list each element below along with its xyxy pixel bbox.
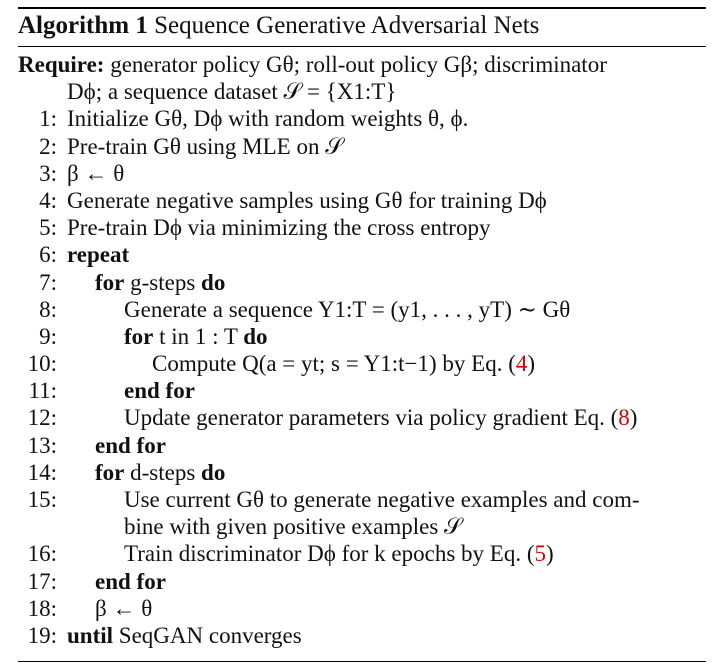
step-text (67, 105, 468, 132)
require-text-1: generator policy Gθ; roll-out policy Gβ; discriminator (110, 52, 607, 77)
step-keyword: repeat (67, 242, 130, 268)
step-line (18, 241, 706, 268)
step-number: 6: (39, 242, 57, 268)
step-number: 18: (27, 595, 57, 621)
step-content-continued: bine with given positive examples 𝒮 (124, 514, 462, 540)
step-line (18, 459, 706, 486)
step-content: Generate a sequence Y1:T = (y1, . . . , yT) ∼ Gθ (124, 296, 571, 322)
step-text (95, 595, 152, 622)
step-number: 7: (39, 269, 57, 295)
require-line (18, 51, 706, 78)
step-content: t in 1 : T (159, 323, 238, 349)
step-text (67, 241, 129, 268)
algorithm-steps (18, 105, 706, 649)
step-number: 10: (27, 351, 57, 377)
step-text (95, 568, 166, 595)
step-text (95, 459, 225, 486)
step-line (18, 622, 706, 649)
require-text-2: Dϕ; a sequence dataset 𝒮 = {X1:T} (67, 79, 397, 105)
step-content: g-steps (130, 269, 196, 295)
step-line (18, 105, 706, 132)
step-number: 9: (39, 323, 57, 349)
step-text (95, 269, 225, 296)
step-text (124, 296, 570, 323)
step-line (18, 269, 706, 296)
step-content: SeqGAN converges (118, 622, 302, 648)
step-number: 15: (27, 487, 57, 512)
step-number: 19: (27, 622, 57, 648)
step-number: 14: (27, 459, 57, 485)
algorithm-title (18, 8, 539, 44)
step-content: Pre-train Gθ using MLE on 𝒮 (67, 133, 344, 159)
step-number: 16: (27, 541, 57, 567)
step-content: Compute Q(a = yt; s = Y1:t−1) by Eq. ( (152, 351, 516, 377)
step-keyword-end: do (201, 459, 226, 485)
bottom-rule (18, 661, 706, 662)
require-line-2 (18, 78, 706, 105)
step-content: d-steps (130, 459, 196, 485)
step-content: Use current Gθ to generate negative examples and com- (124, 487, 640, 512)
equation-reference-link[interactable]: 5 (534, 541, 546, 567)
step-keyword: for (95, 459, 125, 485)
step-keyword: for (124, 323, 154, 349)
step-line (18, 404, 706, 431)
step-number: 3: (39, 160, 57, 186)
step-line (18, 187, 706, 214)
step-content: β ← θ (95, 595, 153, 621)
equation-reference-link[interactable]: 4 (515, 351, 528, 377)
step-text (67, 133, 343, 160)
step-text: Update generator parameters via policy gradient Eq. (8) (124, 405, 638, 431)
step-line (18, 133, 706, 160)
step-line-continued (18, 513, 706, 540)
step-keyword-end: do (201, 269, 226, 295)
step-number: 11: (28, 378, 57, 404)
step-number: 5: (39, 215, 57, 241)
step-text (67, 622, 302, 649)
algorithm-label: Algorithm 1 (18, 12, 148, 39)
step-content: β ← θ (67, 160, 125, 186)
step-text (67, 214, 490, 241)
step-line (18, 377, 706, 404)
step-line (18, 296, 706, 323)
step-content: Update generator parameters via policy gradient Eq. ( (124, 405, 619, 431)
step-number: 13: (27, 432, 57, 458)
step-number: 2: (39, 133, 57, 159)
step-text (95, 432, 166, 459)
step-content: Pre-train Dϕ via minimizing the cross entropy (67, 215, 491, 241)
step-text: Train discriminator Dϕ for k epochs by Eq. (5) (124, 541, 554, 567)
step-line (18, 323, 706, 350)
step-content: Train discriminator Dϕ for k epochs by Eq. ( (124, 541, 535, 567)
step-keyword: end for (95, 432, 166, 458)
equation-reference-link[interactable]: 8 (618, 405, 630, 431)
step-number: 17: (27, 568, 57, 594)
step-line (18, 540, 706, 567)
step-keyword: end for (124, 378, 195, 404)
step-text (67, 187, 547, 214)
step-content: Generate negative samples using Gθ for training Dϕ (67, 187, 547, 213)
step-text (67, 160, 124, 187)
step-content: Initialize Gθ, Dϕ with random weights θ, ϕ. (67, 106, 469, 132)
step-number: 8: (39, 296, 57, 322)
step-keyword-end: do (243, 323, 268, 349)
step-keyword: end for (95, 568, 166, 594)
step-line (18, 568, 706, 595)
step-number: 4: (39, 187, 57, 213)
step-line (18, 160, 706, 187)
step-keyword: for (95, 269, 125, 295)
step-text (124, 486, 640, 513)
algorithm-body (18, 51, 706, 649)
step-keyword: until (67, 622, 114, 648)
step-text (124, 323, 268, 350)
step-text: Compute Q(a = yt; s = Y1:t−1) by Eq. (4) (152, 351, 536, 377)
step-line (18, 350, 706, 377)
step-line (18, 595, 706, 622)
title-rule (18, 46, 706, 47)
algorithm-name: Sequence Generative Adversarial Nets (154, 12, 540, 39)
step-line (18, 432, 706, 459)
step-number: 12: (27, 405, 57, 431)
step-line (18, 486, 706, 513)
step-number: 1: (39, 106, 57, 132)
step-text (124, 377, 195, 404)
require-keyword: Require: (18, 52, 105, 77)
step-line (18, 214, 706, 241)
